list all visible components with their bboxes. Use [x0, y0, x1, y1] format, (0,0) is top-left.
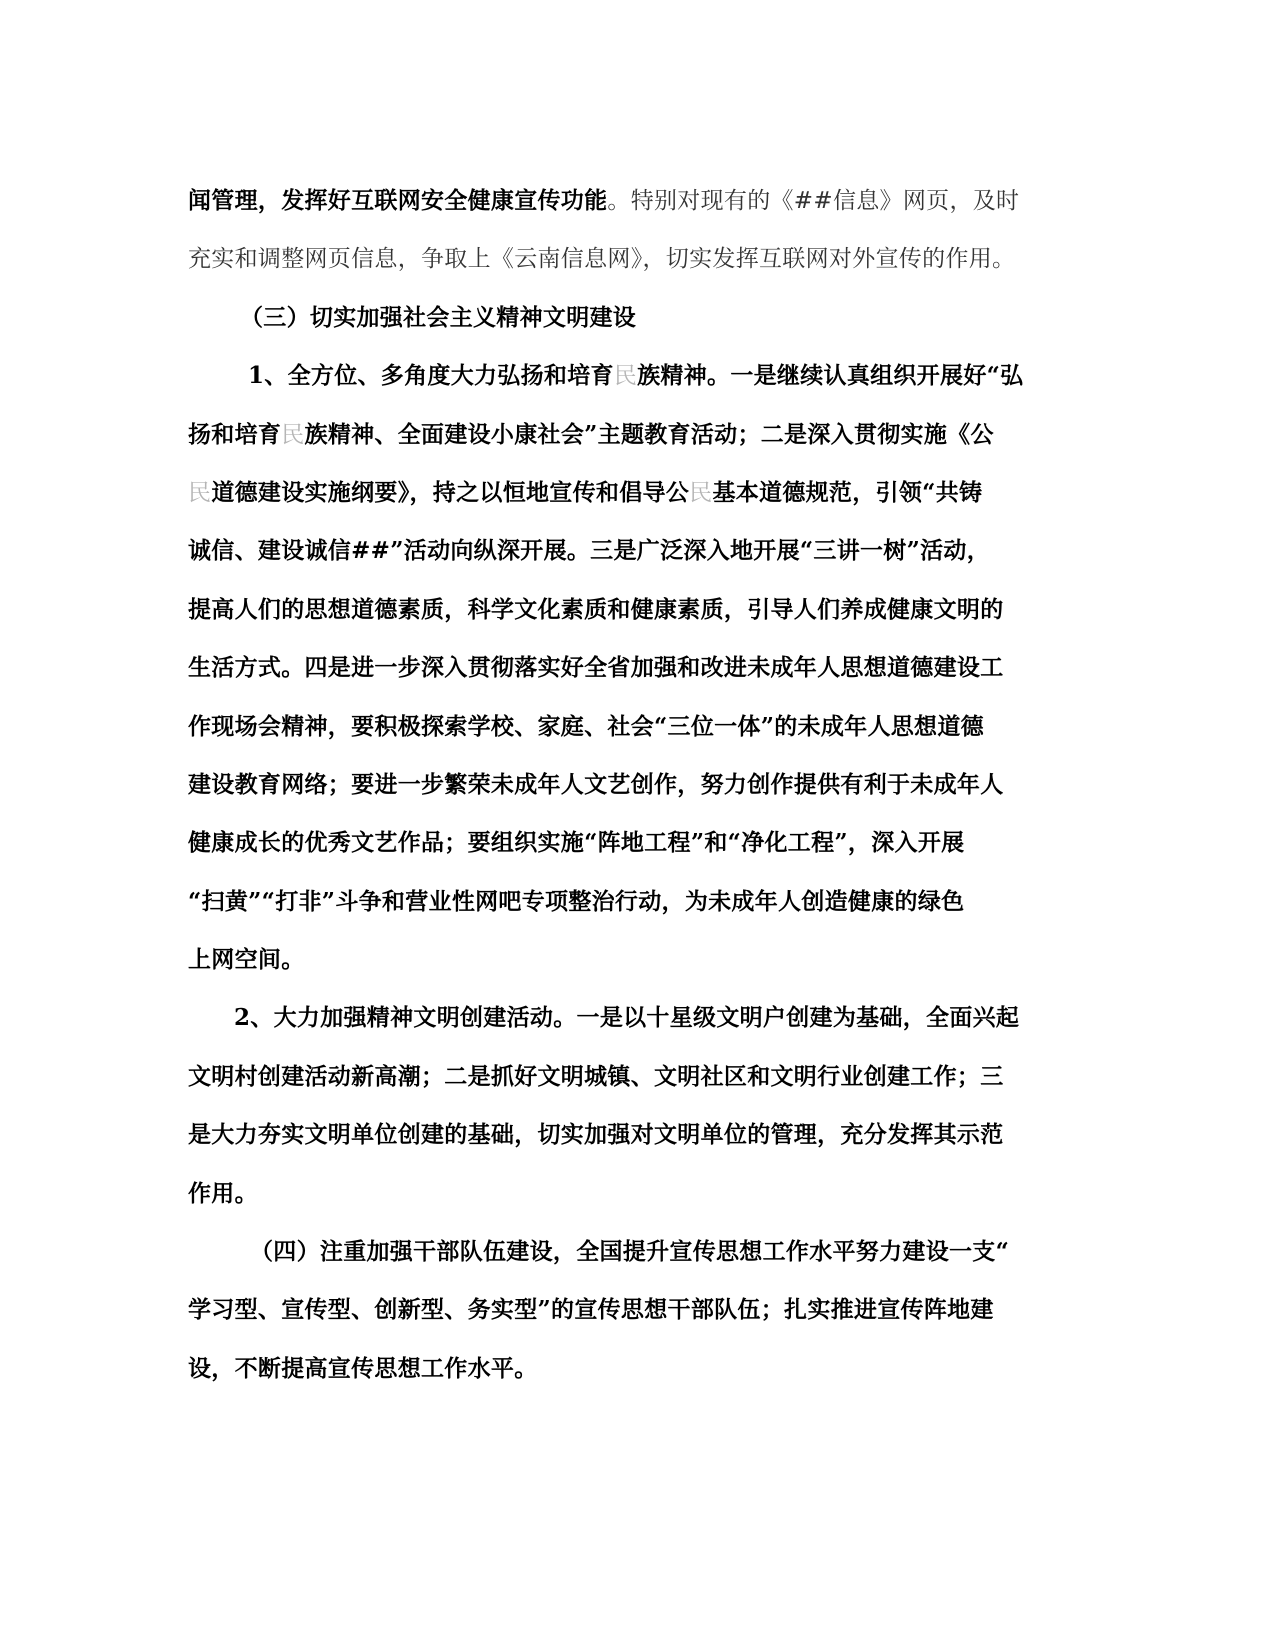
text-line: 闻管理，发挥好互联网安全健康宣传功能。特别对现有的《##信息》网页，及时 — [188, 187, 1020, 214]
text-line: 作用。 — [188, 1179, 258, 1207]
document-page — [188, 172, 1078, 1398]
text-line: 文明村创建活动新高潮；二是抓好文明城镇、文明社区和文明行业创建工作；三 — [188, 1062, 1004, 1090]
text-line: 2、大力加强精神文明创建活动。一是以十星级文明户创建为基础，全面兴起 — [234, 1004, 1020, 1032]
text-line: 生活方式。四是进一步深入贯彻落实好全省加强和改进未成年人思想道德建设工 — [188, 654, 1004, 682]
text-line: 学习型、宣传型、创新型、务实型”的宣传思想干部队伍；扎实推进宣传阵地建 — [188, 1296, 994, 1324]
text-line: 作现场会精神，要积极探索学校、家庭、社会“三位一体”的未成年人思想道德 — [188, 712, 984, 740]
text-line: “扫黄”“打非”斗争和营业性网吧专项整治行动，为未成年人创造健康的绿色 — [188, 887, 965, 915]
text-line: 上网空间。 — [188, 946, 305, 974]
text-line: 1、全方位、多角度大力弘扬和培育民族精神。一是继续认真组织开展好“弘 — [248, 362, 1024, 390]
text-line: 健康成长的优秀文艺作品；要组织实施“阵地工程”和“净化工程”，深入开展 — [188, 829, 965, 857]
text-line: 诚信、建设诚信##”活动向纵深开展。三是广泛深入地开展“三讲一树”活动， — [188, 537, 991, 565]
text-line: 扬和培育民族精神、全面建设小康社会”主题教育活动；二是深入贯彻实施《公 — [188, 420, 994, 448]
section-heading-three: （三）切实加强社会主义精神文明建设 — [240, 303, 637, 331]
section-heading-four: （四）注重加强干部队伍建设，全国提升宣传思想工作水平努力建设一支“ — [250, 1238, 1010, 1266]
text-line: 充实和调整网页信息，争取上《云南信息网》，切实发挥互联网对外宣传的作用。 — [188, 246, 1016, 273]
text-line: 建设教育网络；要进一步繁荣未成年人文艺创作，努力创作提供有利于未成年人 — [188, 770, 1004, 798]
text-line: 提高人们的思想道德素质，科学文化素质和健康素质，引导人们养成健康文明的 — [188, 595, 1004, 623]
text-line: 是大力夯实文明单位创建的基础，切实加强对文明单位的管理，充分发挥其示范 — [188, 1121, 1004, 1149]
text-line: 民道德建设实施纲要》，持之以恒地宣传和倡导公民基本道德规范，引领“共铸 — [188, 478, 983, 506]
text-line: 设，不断提高宣传思想工作水平。 — [188, 1354, 538, 1382]
